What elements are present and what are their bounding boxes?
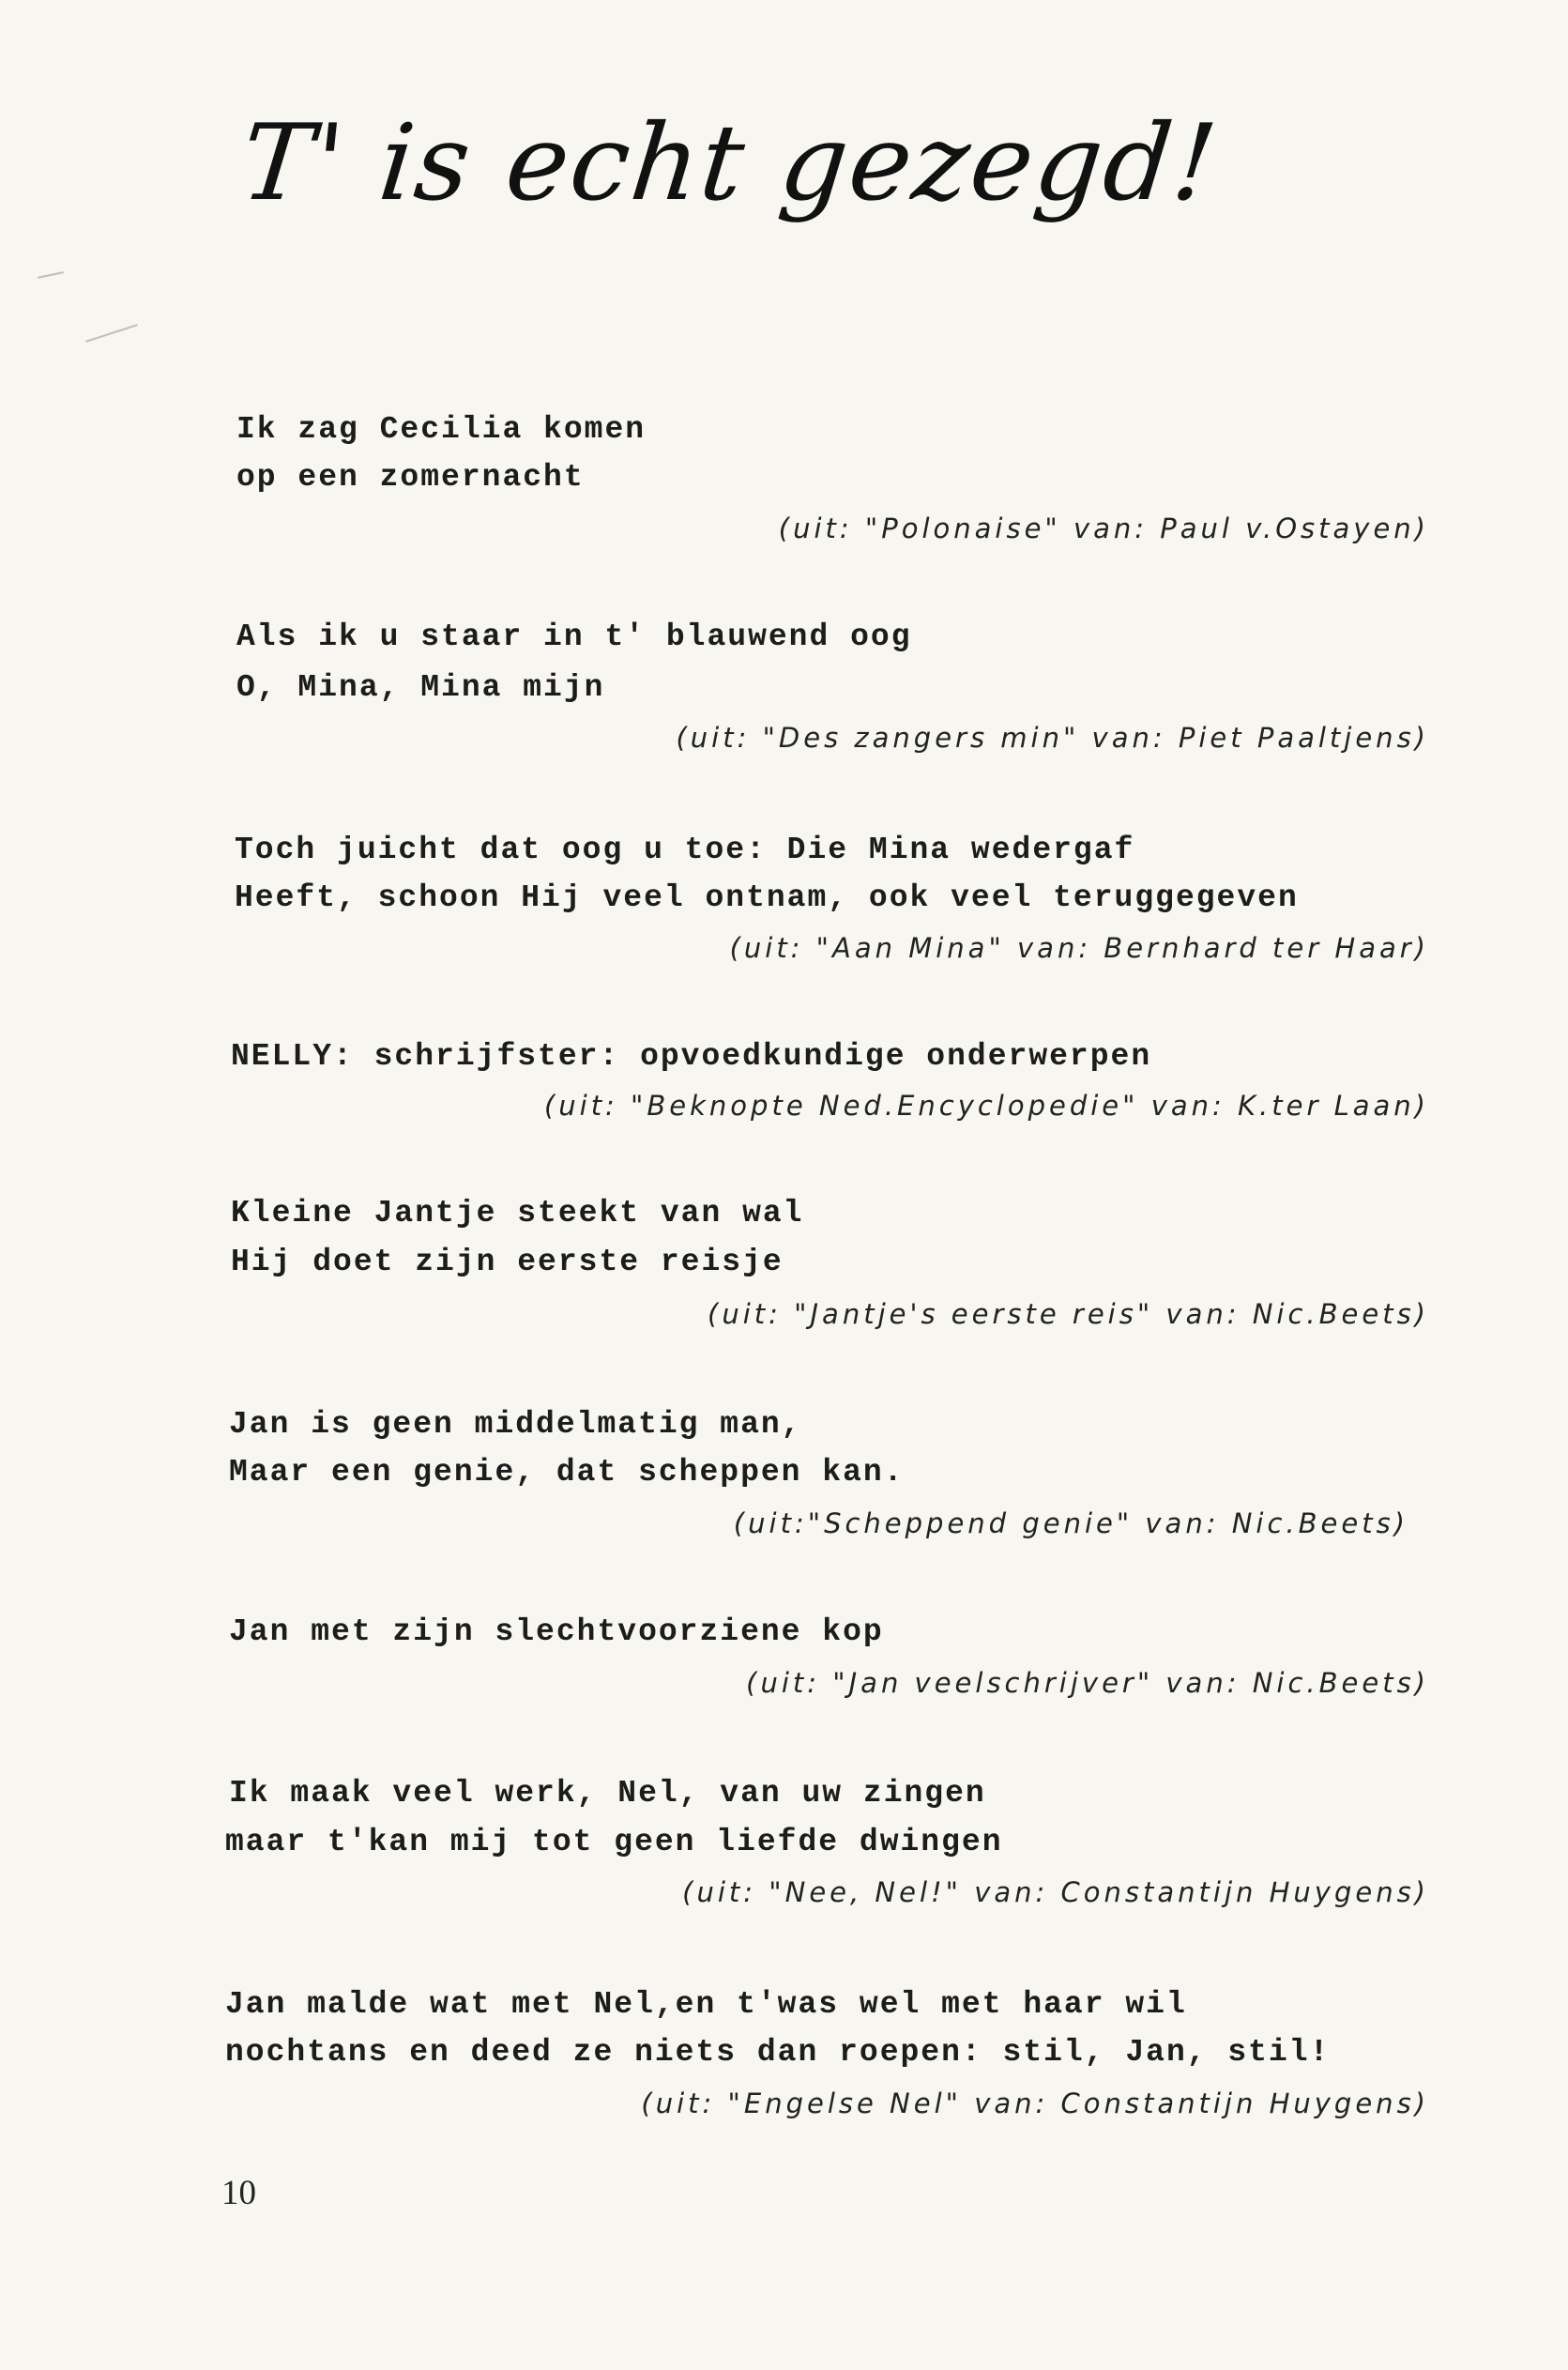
quote-line: Ik maak veel werk, Nel, van uw zingen [229, 1776, 986, 1811]
quote-line: Jan is geen middelmatig man, [229, 1407, 802, 1442]
page-title: T' is echt gezegd! [236, 102, 1225, 224]
quote-source: (uit: "Aan Mina" van: Bernhard ter Haar) [729, 932, 1429, 964]
quote-line: NELLY: schrijfster: opvoedkundige onderwerpen [231, 1039, 1152, 1074]
scan-mark [38, 271, 64, 279]
quote-source: (uit:"Scheppend genie" van: Nic.Beets) [733, 1507, 1408, 1539]
page-number: 10 [221, 2174, 256, 2212]
quote-line: Jan met zijn slechtvoorziene kop [229, 1614, 884, 1649]
quote-line: maar t'kan mij tot geen liefde dwingen [225, 1825, 1003, 1859]
quote-line: Maar een genie, dat scheppen kan. [229, 1455, 905, 1490]
quote-line: nochtans en deed ze niets dan roepen: stil, Jan, stil! [225, 2035, 1331, 2070]
quote-line: Kleine Jantje steekt van wal [231, 1196, 804, 1231]
quote-source: (uit: "Engelse Nel" van: Constantijn Huygens) [641, 2087, 1429, 2119]
quote-line: op een zomernacht [236, 460, 585, 495]
scan-mark [85, 324, 138, 343]
quote-line: Hij doet zijn eerste reisje [231, 1245, 784, 1279]
quote-source: (uit: "Polonaise" van: Paul v.Ostayen) [778, 512, 1429, 544]
quote-source: (uit: "Jan veelschrijver" van: Nic.Beets) [746, 1667, 1429, 1699]
quote-line: O, Mina, Mina mijn [236, 670, 605, 705]
quote-source: (uit: "Jantje's eerste reis" van: Nic.Beets) [708, 1298, 1429, 1330]
quote-source: (uit: "Des zangers min" van: Piet Paaltjens) [676, 722, 1429, 754]
quote-line: Toch juicht dat oog u toe: Die Mina wedergaf [235, 833, 1135, 867]
quote-line: Als ik u staar in t' blauwend oog [236, 619, 912, 654]
quote-line: Ik zag Cecilia komen [236, 412, 647, 447]
quote-line: Heeft, schoon Hij veel ontnam, ook veel teruggegeven [235, 880, 1299, 915]
quote-line: Jan malde wat met Nel,en t'was wel met haar wil [225, 1987, 1187, 2022]
quote-source: (uit: "Nee, Nel!" van: Constantijn Huygens) [682, 1876, 1429, 1908]
quote-source: (uit: "Beknopte Ned.Encyclopedie" van: K.ter Laan) [543, 1090, 1429, 1122]
